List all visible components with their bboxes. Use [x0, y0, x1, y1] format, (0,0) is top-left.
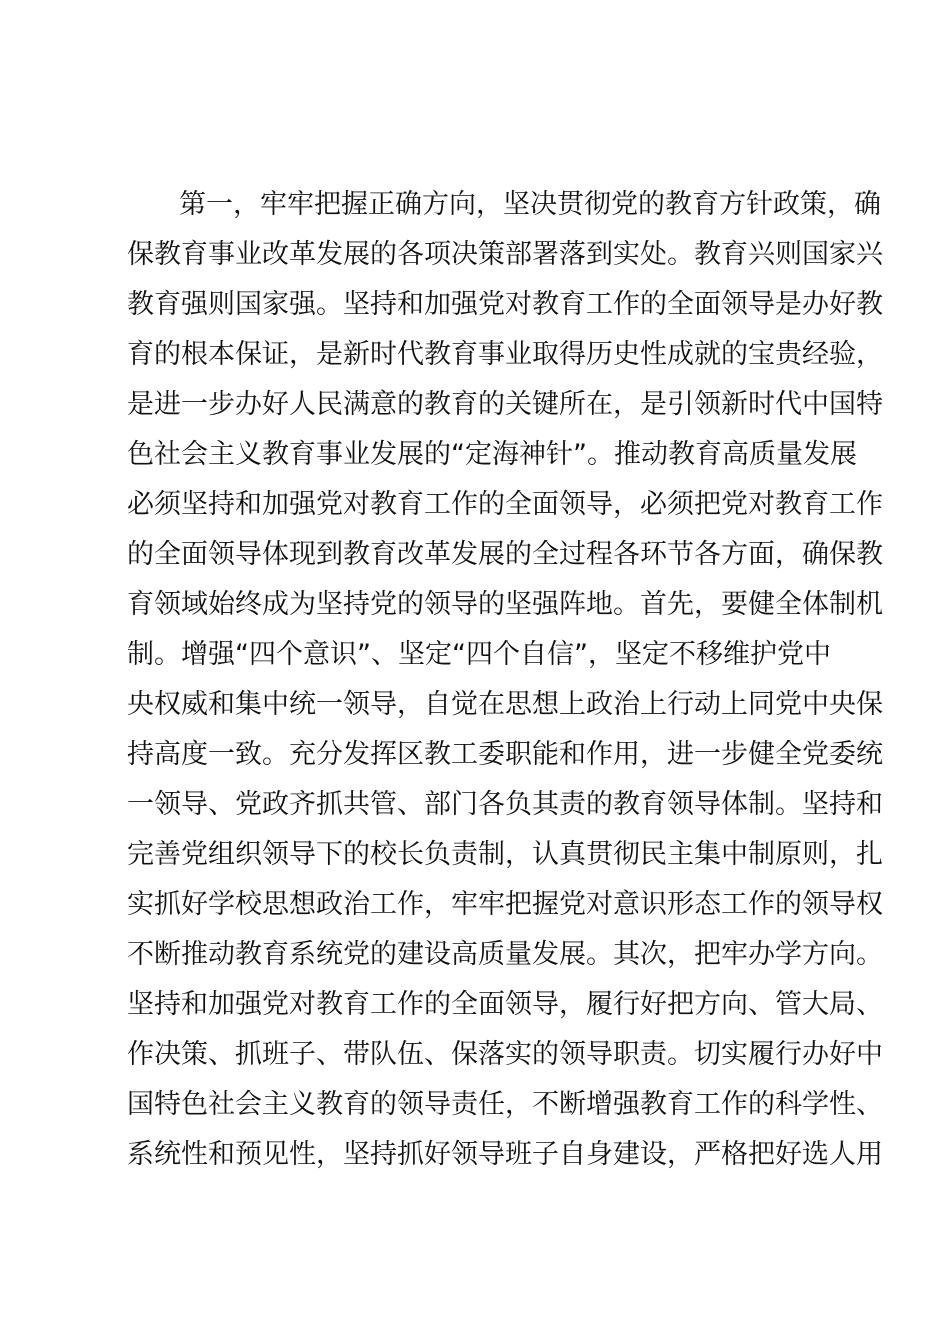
paragraph-line-8: 的全面领导体现到教育改革发展的全过程各环节各方面，确保教 — [127, 539, 883, 570]
paragraph-line-3: 教育强则国家强。坚持和加强党对教育工作的全面领导是办好教 — [127, 289, 883, 320]
paragraph-line-16: 不断推动教育系统党的建设高质量发展。其次，把牢办学方向。 — [127, 939, 883, 970]
paragraph-line-4: 育的根本保证，是新时代教育事业取得历史性成就的宝贵经验， — [127, 339, 883, 370]
body-paragraph — [127, 180, 883, 1180]
paragraph-line-18: 作决策、抓班子、带队伍、保落实的领导职责。切实履行办好中 — [127, 1039, 883, 1070]
paragraph-line-9: 育领域始终成为坚持党的领导的坚强阵地。首先，要健全体制机 — [127, 589, 883, 620]
paragraph-line-6: 色社会主义教育事业发展的“定海神针”。推动教育高质量发展 — [127, 439, 857, 470]
paragraph-line-5: 是进一步办好人民满意的教育的关键所在，是引领新时代中国特 — [127, 389, 883, 420]
paragraph-line-17: 坚持和加强党对教育工作的全面领导，履行好把方向、管大局、 — [127, 989, 883, 1020]
paragraph-line-12: 持高度一致。充分发挥区教工委职能和作用，进一步健全党委统 — [127, 739, 883, 770]
paragraph-line-7: 必须坚持和加强党对教育工作的全面领导，必须把党对教育工作 — [127, 489, 883, 520]
paragraph-line-10: 制。增强“四个意识”、坚定“四个自信”，坚定不移维护党中 — [127, 639, 831, 670]
paragraph-line-1: 第一，牢牢把握正确方向，坚决贯彻党的教育方针政策，确 — [179, 189, 881, 220]
paragraph-line-2: 保教育事业改革发展的各项决策部署落到实处。教育兴则国家兴 — [127, 239, 883, 270]
paragraph-line-15: 实抓好学校思想政治工作，牢牢把握党对意识形态工作的领导权 — [127, 889, 883, 920]
paragraph-line-19: 国特色社会主义教育的领导责任，不断增强教育工作的科学性、 — [127, 1089, 883, 1120]
paragraph-line-20: 系统性和预见性，坚持抓好领导班子自身建设，严格把好选人用 — [127, 1139, 883, 1170]
paragraph-line-14: 完善党组织领导下的校长负责制，认真贯彻民主集中制原则，扎 — [127, 839, 883, 870]
paragraph-line-13: 一领导、党政齐抓共管、部门各负其责的教育领导体制。坚持和 — [127, 789, 883, 820]
paragraph-line-11: 央权威和集中统一领导，自觉在思想上政治上行动上同党中央保 — [127, 689, 883, 720]
